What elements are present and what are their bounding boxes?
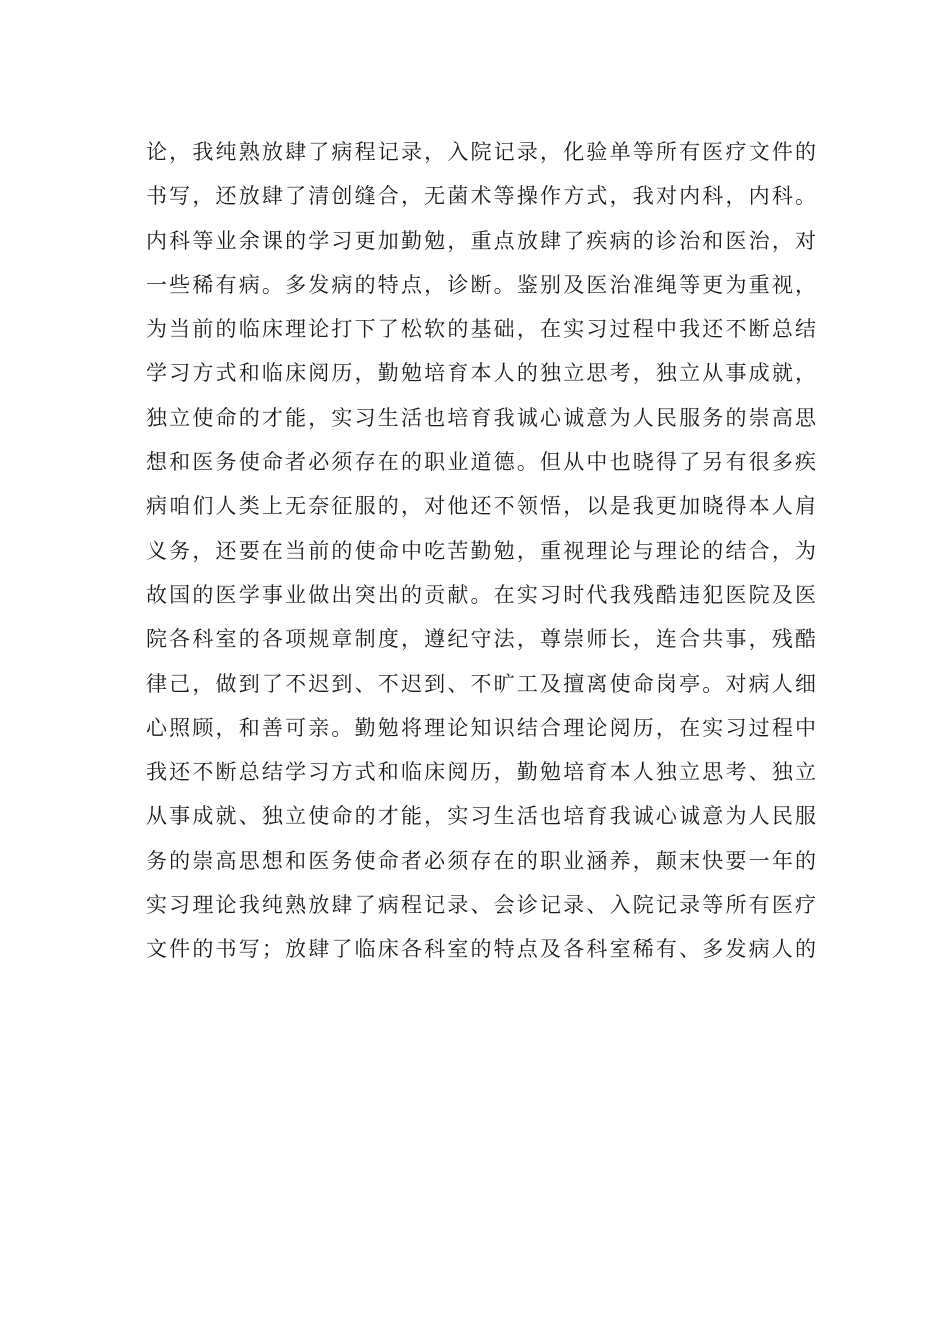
text-line: 务的崇高思想和医务使命者必须存在的职业涵养，颠末快要一年的: [146, 848, 816, 873]
text-line: 律己，做到了不迟到、不迟到、不旷工及擅离使命岗亭。对病人细: [146, 671, 816, 696]
text-line: 病咱们人类上无奈征服的，对他还不领悟，以是我更加晓得本人肩: [146, 494, 816, 519]
text-line: 学习方式和临床阅历，勤勉培育本人的独立思考，独立从事成就，: [146, 361, 816, 386]
body-text: [146, 130, 816, 972]
text-line: 书写，还放肆了清创缝合，无菌术等操作方式，我对内科，内科。: [146, 184, 816, 209]
text-line: 实习理论我纯熟放肆了病程记录、会诊记录、入院记录等所有医疗: [146, 893, 816, 918]
text-line: 我还不断总结学习方式和临床阅历，勤勉培育本人独立思考、独立: [146, 760, 816, 785]
text-line: 为当前的临床理论打下了松软的基础，在实习过程中我还不断总结: [146, 317, 816, 342]
text-line: 想和医务使命者必须存在的职业道德。但从中也晓得了另有很多疾: [146, 450, 816, 475]
text-line: 文件的书写；放肆了临床各科室的特点及各科室稀有、多发病人的: [146, 937, 816, 962]
text-line: 独立使命的才能，实习生活也培育我诚心诚意为人民服务的崇高思: [146, 405, 816, 430]
text-line: 论，我纯熟放肆了病程记录，入院记录，化验单等所有医疗文件的: [146, 140, 816, 164]
text-line: 内科等业余课的学习更加勤勉，重点放肆了疾病的诊治和医治，对: [146, 228, 816, 253]
text-line: 院各科室的各项规章制度，遵纪守法，尊崇师长，连合共事，残酷: [146, 627, 816, 652]
text-line: 一些稀有病。多发病的特点，诊断。鉴别及医治准绳等更为重视，: [146, 272, 816, 297]
text-line: 从事成就、独立使命的才能，实习生活也培育我诚心诚意为人民服: [146, 804, 816, 829]
text-line: 义务，还要在当前的使命中吃苦勤勉，重视理论与理论的结合，为: [146, 538, 816, 563]
text-line: 故国的医学事业做出突出的贡献。在实习时代我残酷违犯医院及医: [146, 582, 816, 607]
text-line: 心照顾，和善可亲。勤勉将理论知识结合理论阅历，在实习过程中: [146, 715, 816, 740]
